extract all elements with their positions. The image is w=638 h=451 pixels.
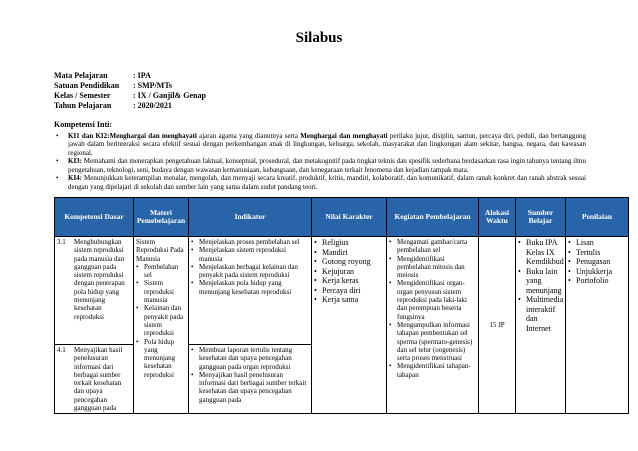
meta-value: : SMP/MTs (133, 81, 173, 90)
meta-key: Tahun Pelajaran (54, 101, 112, 110)
meta-row-subject (54, 71, 206, 81)
list-item: • Membuat laporan tertulis tentang kesehatan dan upaya pencegahan gangguan pada organ reproduksi (191, 346, 309, 371)
list-item: • Unjukkerja (568, 267, 626, 277)
sumber-cell (516, 237, 566, 414)
materi-title: Sistem Reproduksi Pada Manusia (136, 238, 184, 263)
ki-label: KI1 dan KI2:Menghargai dan menghayati (68, 131, 197, 140)
column-header: Alokasi Waktu (479, 198, 516, 237)
list-item: • Buku lain yang menunjang (518, 267, 563, 296)
alokasi-cell: 15 JP (479, 237, 516, 414)
ki-text: Memahami dan menerapkan pengetahuan faktual, konseptual, prosedural, dan metakognitif pada tingkat teknis dan spesifik sederhana berdasarkan rasa ingin tahunya tentang ilmu pengetahuan, teknologi, seni, budaya dengan wawasan kemanusiaan, kebangsaan, dan kenegaraan terkait fenomena dan kejadian tampak mata. (68, 157, 586, 174)
column-header: Penilaian (566, 198, 629, 237)
materi-cell (134, 237, 189, 414)
list-item: • Menjelaskan sistem reproduksi manusia (191, 246, 309, 263)
list-item: • Mengumpulkan informasi tahapan pembentukan sel sperma (spermato-genesis) dan sel telur (oogenesis) serta proses menstruasi (389, 321, 476, 362)
list-item: • Lisan (568, 238, 626, 248)
ki-text: perilaku jujur, disiplin, santun, percaya diri, peduli, dan bertanggung jawab dalam berinteraksi secara efektif sesuai dengan perkembangan anak di lingkungan, keluarga, sekolah, masyarakat dan lingkungan alam sekitar, bangsa, negara, dan kawasan regional. (68, 131, 586, 157)
list-item: • Menjelaskan pola hidup yang menunjang kesehatan reproduksi (191, 279, 309, 296)
nilai-list (314, 238, 384, 305)
ki-list (54, 132, 586, 192)
list-item: • Kejujuran (314, 267, 384, 277)
page-title: Silabus (295, 30, 343, 46)
indikator-cell (189, 345, 312, 414)
materi-list (136, 263, 186, 379)
ki-label: KI4: (68, 174, 82, 182)
meta-row-school-unit (54, 81, 206, 91)
list-item: • Penugasan (568, 257, 626, 267)
document-meta (54, 71, 206, 111)
indikator-list (191, 346, 309, 404)
list-item: • Kelainan dan penyakit pada sistem reproduksi (136, 304, 186, 337)
meta-row-school-year (54, 101, 206, 111)
list-item: • Mengidentifikasi tahapan-tahapan (389, 362, 476, 379)
kd-text: Menyajikan hasil penelusuran informasi dari berbagai sumber terkait kesehatan dan upaya pencegahan gangguan pada (74, 346, 123, 413)
list-item: • Gotong royong (314, 257, 384, 267)
sumber-list (518, 238, 563, 333)
meta-key: Satuan Pendidikan (54, 81, 120, 90)
column-header: Kegiatan Pembelajaran (387, 198, 479, 237)
list-item: • Mengamati gambar/carta pembelahan sel (389, 238, 476, 255)
nilai-cell (312, 237, 387, 414)
ki-item (54, 157, 586, 174)
list-item: • Tertulis (568, 248, 626, 258)
kegiatan-list (389, 238, 476, 379)
list-item: • Religius (314, 238, 384, 248)
penilaian-list (568, 238, 626, 286)
ki-text: ajaran agama yang dianutnya serta (196, 131, 301, 140)
indikator-cell (189, 237, 312, 345)
list-item: • Pembelahan sel (136, 263, 186, 280)
list-item: • Menjelaskan berbagai kelainan dan penyakit pada sistem reproduksi (191, 263, 309, 280)
column-header: Sumber Belajar (516, 198, 566, 237)
list-item: • Buku IPA Kelas IX Kemdikbud (518, 238, 563, 267)
list-item: • Sistem reproduksi manusia (136, 279, 186, 304)
list-item: • Kerja keras (314, 276, 384, 286)
meta-value: : IPA (133, 71, 151, 80)
table-row (55, 237, 629, 345)
list-item: • Kerja sama (314, 295, 384, 305)
meta-key: Kelas / Semester (54, 91, 111, 100)
syllabus-table (54, 197, 629, 414)
meta-value: : 2020/2021 (133, 101, 172, 110)
list-item: • Pola hidup yang menunjang kesehatan reproduksi (136, 338, 186, 379)
kd-text: Menghubungkan sistem reproduksi pada manusia dan gangguan pada sistem reproduksi dengan penerapan pola hidup yang menunjang kesehatan reproduksi (74, 238, 125, 321)
kd-number: 3.1 (57, 238, 66, 246)
list-item: • Mengidentifikasi pembelahan mitosis dan meiosis (389, 255, 476, 280)
ki-label: Menghargai dan menghayati (300, 131, 388, 140)
ki-item (54, 132, 586, 158)
list-item: • Mengidentifikasi organ-organ penyusun sistem reproduksi pada laki-laki dan perempuan beserta fungsinya (389, 279, 476, 320)
column-header: Nilai Karakter (312, 198, 387, 237)
ki-label: KI3: (68, 157, 82, 165)
list-item: • Multimedia interaktif dan Internet (518, 295, 563, 333)
list-item: • Portofolio (568, 276, 626, 286)
list-item: • Menjelaskan proses pembelahan sel (191, 238, 309, 246)
list-item: • Percaya diri (314, 286, 384, 296)
kd-number: 4.1 (57, 346, 66, 354)
ki-text: Menunjukkan keterampilan menalar, mengolah, dan menyaji secara kreatif, produktif, kritis, mandiri, kolaboratif, dan komunikatif, dalam ranah konkret dan ranah abstrak sesuai dengan yang dipelajari di sekolah dan sumber lain yang sama dalam sudut pandang teori. (68, 174, 586, 191)
meta-key: Mata Pelajaran (54, 71, 108, 80)
core-competencies-heading: Kompetensi Inti: (54, 120, 112, 129)
meta-row-class-semester (54, 91, 206, 101)
penilaian-cell (566, 237, 629, 414)
column-header: Materi Pemebelajaran (134, 198, 189, 237)
list-item: • Mandiri (314, 248, 384, 258)
list-item: • Menyajikan hasil penelusuran informasi dari berbagai sumber terkait kesehatan dan upaya pencegahan gangguan pada (191, 371, 309, 404)
kd-cell (55, 237, 134, 345)
kegiatan-cell (387, 237, 479, 414)
core-competencies (54, 121, 586, 191)
meta-value: : IX / Ganjil& Genap (133, 91, 206, 100)
ki-item (54, 174, 586, 191)
column-header: Indikator (189, 198, 312, 237)
column-header: Kompetensi Dasar (55, 198, 134, 237)
table-header-row (55, 198, 629, 237)
kd-cell (55, 345, 134, 414)
indikator-list (191, 238, 309, 296)
